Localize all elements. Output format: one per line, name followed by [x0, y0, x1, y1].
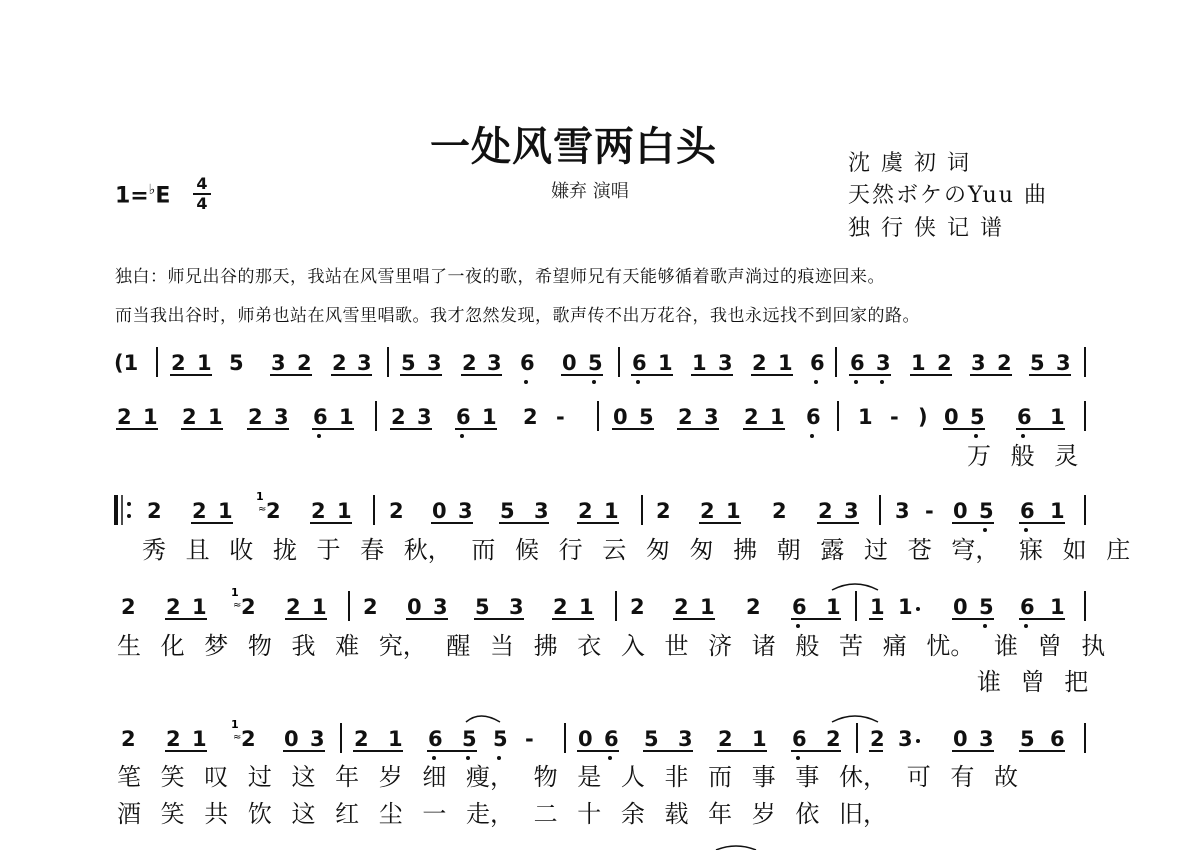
svg-text:1: 1	[752, 727, 767, 751]
system-1	[114, 347, 1085, 384]
svg-text:2: 2	[332, 351, 347, 375]
svg-text:0: 0	[953, 595, 968, 619]
svg-text:): )	[918, 405, 928, 429]
svg-text:1: 1	[604, 499, 619, 523]
svg-text:6: 6	[313, 405, 328, 429]
svg-text:2: 2	[656, 499, 671, 523]
svg-text:3: 3	[844, 499, 859, 523]
svg-text:-: -	[925, 499, 934, 523]
svg-text:2: 2	[192, 499, 207, 523]
svg-text:2: 2	[166, 727, 181, 751]
svg-text:0: 0	[562, 351, 577, 375]
svg-text:5: 5	[639, 405, 654, 429]
svg-text:3: 3	[433, 595, 448, 619]
svg-text:2: 2	[171, 351, 186, 375]
svg-text:-: -	[890, 405, 899, 429]
svg-text:2: 2	[870, 727, 885, 751]
lyricist-credit: 沈 虞 初 词	[848, 151, 971, 176]
svg-text:1: 1	[700, 595, 715, 619]
lyric-line: 笔 笑 叹 过 这 年 岁 细 瘦， 物 是 人 非 而 事 事 休， 可 有 故	[117, 763, 1018, 791]
svg-text:3: 3	[979, 727, 994, 751]
svg-text:3: 3	[274, 405, 289, 429]
svg-text:3: 3	[898, 727, 913, 751]
svg-text:5: 5	[970, 405, 985, 429]
svg-text:3: 3	[487, 351, 502, 375]
svg-text:2: 2	[937, 351, 952, 375]
lyric-line: 万 般 灵	[967, 442, 1079, 470]
svg-text:-: -	[556, 405, 565, 429]
tie	[832, 584, 878, 590]
svg-text:2: 2	[389, 499, 404, 523]
svg-text:2: 2	[286, 595, 301, 619]
svg-text:1: 1	[192, 595, 207, 619]
svg-text:1: 1	[231, 586, 239, 599]
svg-text:0: 0	[953, 727, 968, 751]
svg-text:1: 1	[218, 499, 233, 523]
svg-text:3: 3	[1056, 351, 1071, 375]
svg-text:5: 5	[462, 727, 477, 751]
lyric-line: 秀 且 收 拢 于 春 秋， 而 候 行 云 匆 匆 拂 朝 露 过 苍 穹， 寐 如 庄	[142, 536, 1131, 564]
svg-text:1: 1	[726, 499, 741, 523]
svg-text:5: 5	[401, 351, 416, 375]
svg-text:≈: ≈	[258, 504, 267, 515]
system-2	[116, 401, 1085, 470]
svg-text:2: 2	[241, 595, 256, 619]
svg-text:3: 3	[876, 351, 891, 375]
svg-text:1: 1	[658, 351, 673, 375]
svg-text:2: 2	[121, 727, 136, 751]
svg-text:2: 2	[121, 595, 136, 619]
time-signature-top: 4	[196, 174, 208, 193]
svg-text:0: 0	[284, 727, 299, 751]
svg-text:2: 2	[818, 499, 833, 523]
svg-text:1: 1	[339, 405, 354, 429]
svg-text:2: 2	[248, 405, 263, 429]
svg-text:1: 1	[858, 405, 873, 429]
key-note: E	[155, 183, 171, 209]
svg-text:6: 6	[792, 727, 807, 751]
svg-text:2: 2	[746, 595, 761, 619]
svg-text:2: 2	[166, 595, 181, 619]
svg-text:≈: ≈	[233, 600, 242, 611]
svg-text:6: 6	[1020, 499, 1035, 523]
svg-text:2: 2	[826, 727, 841, 751]
lyric-line-alt: 酒 笑 共 饮 这 红 尘 一 走， 二 十 余 载 年 岁 依 旧，	[117, 800, 888, 828]
svg-text:1: 1	[256, 490, 264, 503]
svg-text:1: 1	[898, 595, 913, 619]
svg-text:6: 6	[632, 351, 647, 375]
svg-text:0: 0	[953, 499, 968, 523]
svg-text:5: 5	[588, 351, 603, 375]
svg-text:3: 3	[678, 727, 693, 751]
svg-text:2: 2	[674, 595, 689, 619]
svg-text:2: 2	[241, 727, 256, 751]
svg-text:6: 6	[850, 351, 865, 375]
svg-text:1: 1	[911, 351, 926, 375]
composer-credit: 天然ボケのYuu 曲	[848, 183, 1048, 208]
svg-text:3: 3	[417, 405, 432, 429]
svg-text:2: 2	[363, 595, 378, 619]
svg-text:6: 6	[1017, 405, 1032, 429]
svg-text:5: 5	[475, 595, 490, 619]
svg-text:6: 6	[520, 351, 535, 375]
svg-text:2: 2	[297, 351, 312, 375]
lyric-line: 生 化 梦 物 我 难 究， 醒 当 拂 衣 入 世 济 诸 般 苦 痛 忧。 谁 曾 执	[117, 632, 1106, 660]
svg-text:2: 2	[752, 351, 767, 375]
flat-sign: ♭	[148, 182, 156, 198]
svg-text:5: 5	[229, 351, 244, 375]
svg-text:2: 2	[772, 499, 787, 523]
performer-credit: 嫌弃 演唱	[551, 181, 629, 202]
svg-text:2: 2	[678, 405, 693, 429]
svg-text:1: 1	[579, 595, 594, 619]
svg-text:0: 0	[613, 405, 628, 429]
note: (1	[114, 351, 139, 375]
svg-text:1: 1	[1050, 499, 1065, 523]
svg-text:2: 2	[718, 727, 733, 751]
svg-text:6: 6	[456, 405, 471, 429]
svg-text:≈: ≈	[233, 732, 242, 743]
svg-text:2: 2	[462, 351, 477, 375]
svg-text:1: 1	[1050, 405, 1065, 429]
lyric-line-alt: 谁 曾 把	[977, 668, 1089, 696]
svg-text:3: 3	[971, 351, 986, 375]
svg-text:5: 5	[493, 727, 508, 751]
svg-text:2: 2	[700, 499, 715, 523]
svg-text:6: 6	[1050, 727, 1065, 751]
svg-text:2: 2	[630, 595, 645, 619]
svg-text:3: 3	[427, 351, 442, 375]
svg-text:5: 5	[1020, 727, 1035, 751]
svg-text:5: 5	[644, 727, 659, 751]
svg-text:5: 5	[979, 499, 994, 523]
svg-text:2: 2	[997, 351, 1012, 375]
svg-text:2: 2	[744, 405, 759, 429]
system-3	[116, 490, 1130, 564]
svg-text:6: 6	[810, 351, 825, 375]
svg-text:3: 3	[310, 727, 325, 751]
svg-text:1: 1	[312, 595, 327, 619]
key-prefix: 1=	[115, 183, 149, 209]
svg-text:3: 3	[509, 595, 524, 619]
svg-text:1: 1	[192, 727, 207, 751]
svg-text:6: 6	[1020, 595, 1035, 619]
svg-text:1: 1	[197, 351, 212, 375]
svg-text:1: 1	[770, 405, 785, 429]
svg-text:1: 1	[482, 405, 497, 429]
time-signature-bottom: 4	[196, 194, 208, 213]
svg-text:0: 0	[432, 499, 447, 523]
svg-text:1: 1	[778, 351, 793, 375]
system-4	[117, 584, 1105, 696]
svg-text:2: 2	[182, 405, 197, 429]
svg-text:1: 1	[826, 595, 841, 619]
svg-text:3: 3	[271, 351, 286, 375]
song-title: 一处风雪两白头	[430, 123, 717, 170]
monologue-line-2: 而当我出谷时，师弟也站在风雪里唱歌。我才忽然发现，歌声传不出万花谷，我也永远找不到回家的路。	[115, 306, 920, 326]
svg-text:5: 5	[979, 595, 994, 619]
svg-text:2: 2	[147, 499, 162, 523]
svg-text:2: 2	[266, 499, 281, 523]
svg-text:3: 3	[534, 499, 549, 523]
svg-text:3: 3	[718, 351, 733, 375]
svg-text:3: 3	[704, 405, 719, 429]
monologue-line-1: 独白：师兄出谷的那天，我站在风雪里唱了一夜的歌，希望师兄有天能够循着歌声淌过的痕迹回来。	[115, 267, 885, 287]
svg-text:0: 0	[407, 595, 422, 619]
svg-text:0: 0	[578, 727, 593, 751]
svg-text:2: 2	[354, 727, 369, 751]
svg-text:0: 0	[944, 405, 959, 429]
svg-text:1: 1	[208, 405, 223, 429]
svg-text:3: 3	[357, 351, 372, 375]
svg-text:1: 1	[692, 351, 707, 375]
svg-text:6: 6	[428, 727, 443, 751]
svg-text:6: 6	[604, 727, 619, 751]
svg-text:1: 1	[231, 718, 239, 731]
svg-text:3: 3	[895, 499, 910, 523]
system-5	[117, 716, 1085, 850]
svg-text:1: 1	[870, 595, 885, 619]
svg-text:2: 2	[117, 405, 132, 429]
svg-text:1: 1	[1050, 595, 1065, 619]
svg-text:2: 2	[523, 405, 538, 429]
svg-text:2: 2	[578, 499, 593, 523]
transcriber-credit: 独 行 侠 记 谱	[848, 216, 1004, 241]
svg-text:1: 1	[337, 499, 352, 523]
svg-text:1: 1	[143, 405, 158, 429]
svg-text:5: 5	[500, 499, 515, 523]
svg-text:1: 1	[388, 727, 403, 751]
svg-text:5: 5	[1030, 351, 1045, 375]
svg-text:2: 2	[311, 499, 326, 523]
svg-text:2: 2	[553, 595, 568, 619]
svg-text:6: 6	[792, 595, 807, 619]
svg-text:6: 6	[806, 405, 821, 429]
svg-text:3: 3	[458, 499, 473, 523]
svg-text:2: 2	[391, 405, 406, 429]
svg-text:-: -	[525, 727, 534, 751]
